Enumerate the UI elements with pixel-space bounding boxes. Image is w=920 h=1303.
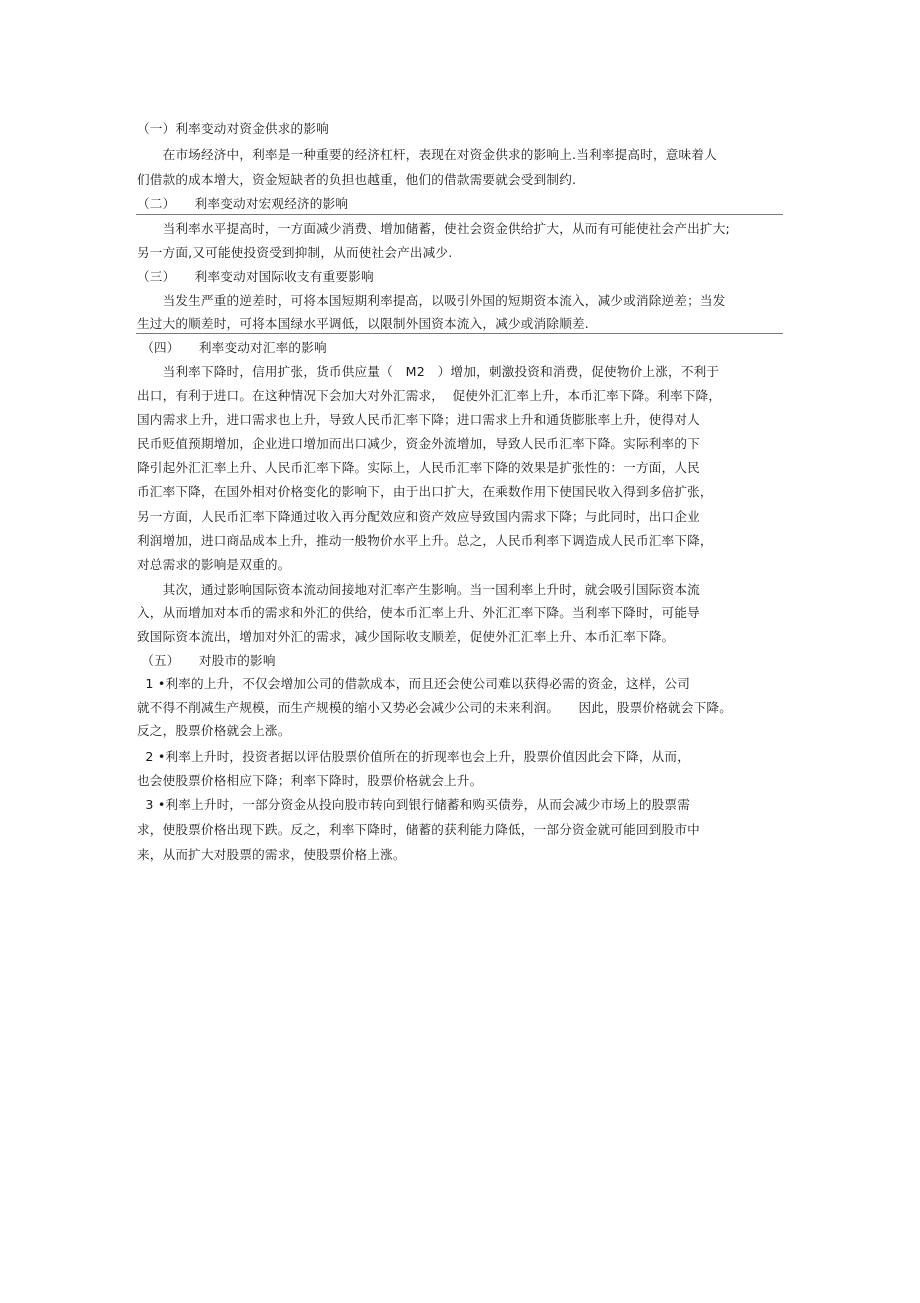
paragraph-line: 在市场经济中，利率是一种重要的经济杠杆，表现在对资金供求的影响上.当利率提高时，意味着人 xyxy=(137,147,717,162)
list-item-line: 反之，股票价格就会上涨。 xyxy=(137,723,291,738)
paragraph-line: 另一方面，人民币汇率下降通过收入再分配效应和资产效应导致国内需求下降；与此同时，出口企业 xyxy=(137,509,700,524)
paragraph-line: 币汇率下降，在国外相对价格变化的影响下，由于出口扩大，在乘数作用下使国民收入得到多倍扩张， xyxy=(137,484,713,499)
list-item-line: 也会使股票价格相应下降；利率下降时，股票价格就会上升。 xyxy=(137,773,483,788)
paragraph-line: 其次，通过影响国际资本流动间接地对汇率产生影响。当一国利率上升时，就会吸引国际资本流 xyxy=(137,582,700,597)
paragraph-line: 当利率水平提高时，一方面减少消费、增加储蓄，使社会资金供给扩大，从而有可能使社会产出扩大; xyxy=(137,221,730,236)
paragraph-line: 生过大的顺差时，可将本国绿水平调低，以限制外国资本流入，减少或消除顺差. xyxy=(137,316,589,331)
section-heading-3: （三） 利率变动对国际收支有重要影响 xyxy=(137,269,374,284)
list-item-line: 1 •利率的上升，不仅会增加公司的借款成本，而且还会使公司难以获得必需的资金，这样，公司 xyxy=(137,676,690,691)
list-item-line: 就不得不削减生产规模，而生产规模的缩小又势必会减少公司的未来利润。 因此，股票价格就会下降。 xyxy=(137,700,733,715)
paragraph-line: 民币贬值预期增加，企业进口增加而出口减少，资金外流增加，导致人民币汇率下降。实际利率的下 xyxy=(137,436,700,451)
section-heading-5: （五） 对股市的影响 xyxy=(137,653,276,668)
paragraph-line: 另一方面,又可能使投资受到抑制，从而使社会产出减少. xyxy=(137,245,453,260)
paragraph-line: 们借款的成本增大，资金短缺者的负担也越重，他们的借款需要就会受到制约. xyxy=(137,172,577,187)
paragraph-line: 国内需求上升，进口需求也上升，导致人民币汇率下降；进口需求上升和通货膨胀率上升，使得对人 xyxy=(137,412,700,427)
list-item-line: 2 •利率上升时，投资者据以评估股票价值所在的折现率也会上升，股票价值因此会下降，从而， xyxy=(137,749,690,764)
horizontal-rule xyxy=(136,214,783,215)
list-item-line: 来，从而扩大对股票的需求，使股票价格上涨。 xyxy=(137,847,406,862)
paragraph-line: 对总需求的影响是双重的。 xyxy=(137,557,291,572)
list-item-line: 求，使股票价格出现下跌。反之，利率下降时，储蓄的获利能力降低，一部分资金就可能回到股市中 xyxy=(137,822,700,837)
section-heading-1: （一）利率变动对资金供求的影响 xyxy=(137,121,329,136)
paragraph-line: 出口，有利于进口。在这种情况下会加大对外汇需求， 促使外汇汇率上升，本币汇率下降。利率下降， xyxy=(137,388,722,403)
paragraph-line: 入，从而增加对本币的需求和外汇的供给，使本币汇率上升、外汇汇率下降。当利率下降时，可能导 xyxy=(137,605,700,620)
section-heading-4: （四） 利率变动对汇率的影响 xyxy=(137,340,327,355)
section-heading-2: （二） 利率变动对宏观经济的影响 xyxy=(137,196,349,211)
paragraph-line: 利润增加，进口商品成本上升，推动一般物价水平上升。总之，人民币利率下调造成人民币汇率下降， xyxy=(137,533,713,548)
horizontal-rule xyxy=(136,333,783,334)
paragraph-line: 降引起外汇汇率上升、人民币汇率下降。实际上，人民币汇率下降的效果是扩张性的：一方面，人民 xyxy=(137,460,700,475)
paragraph-line: 致国际资本流出，增加对外汇的需求，减少国际收支顺差，促使外汇汇率上升、本币汇率下降。 xyxy=(137,629,675,644)
paragraph-line: 当发生严重的逆差时，可将本国短期利率提高，以吸引外国的短期资本流入，减少或消除逆差；当发 xyxy=(137,293,726,308)
list-item-line: 3 •利率上升时，一部分资金从投向股市转向到银行储蓄和购买债券，从而会减少市场上的股票需 xyxy=(137,797,690,812)
paragraph-line: 当利率下降时，信用扩张，货币供应量（ M2 ）增加，刺激投资和消费，促使物价上涨，不利于 xyxy=(137,364,720,379)
